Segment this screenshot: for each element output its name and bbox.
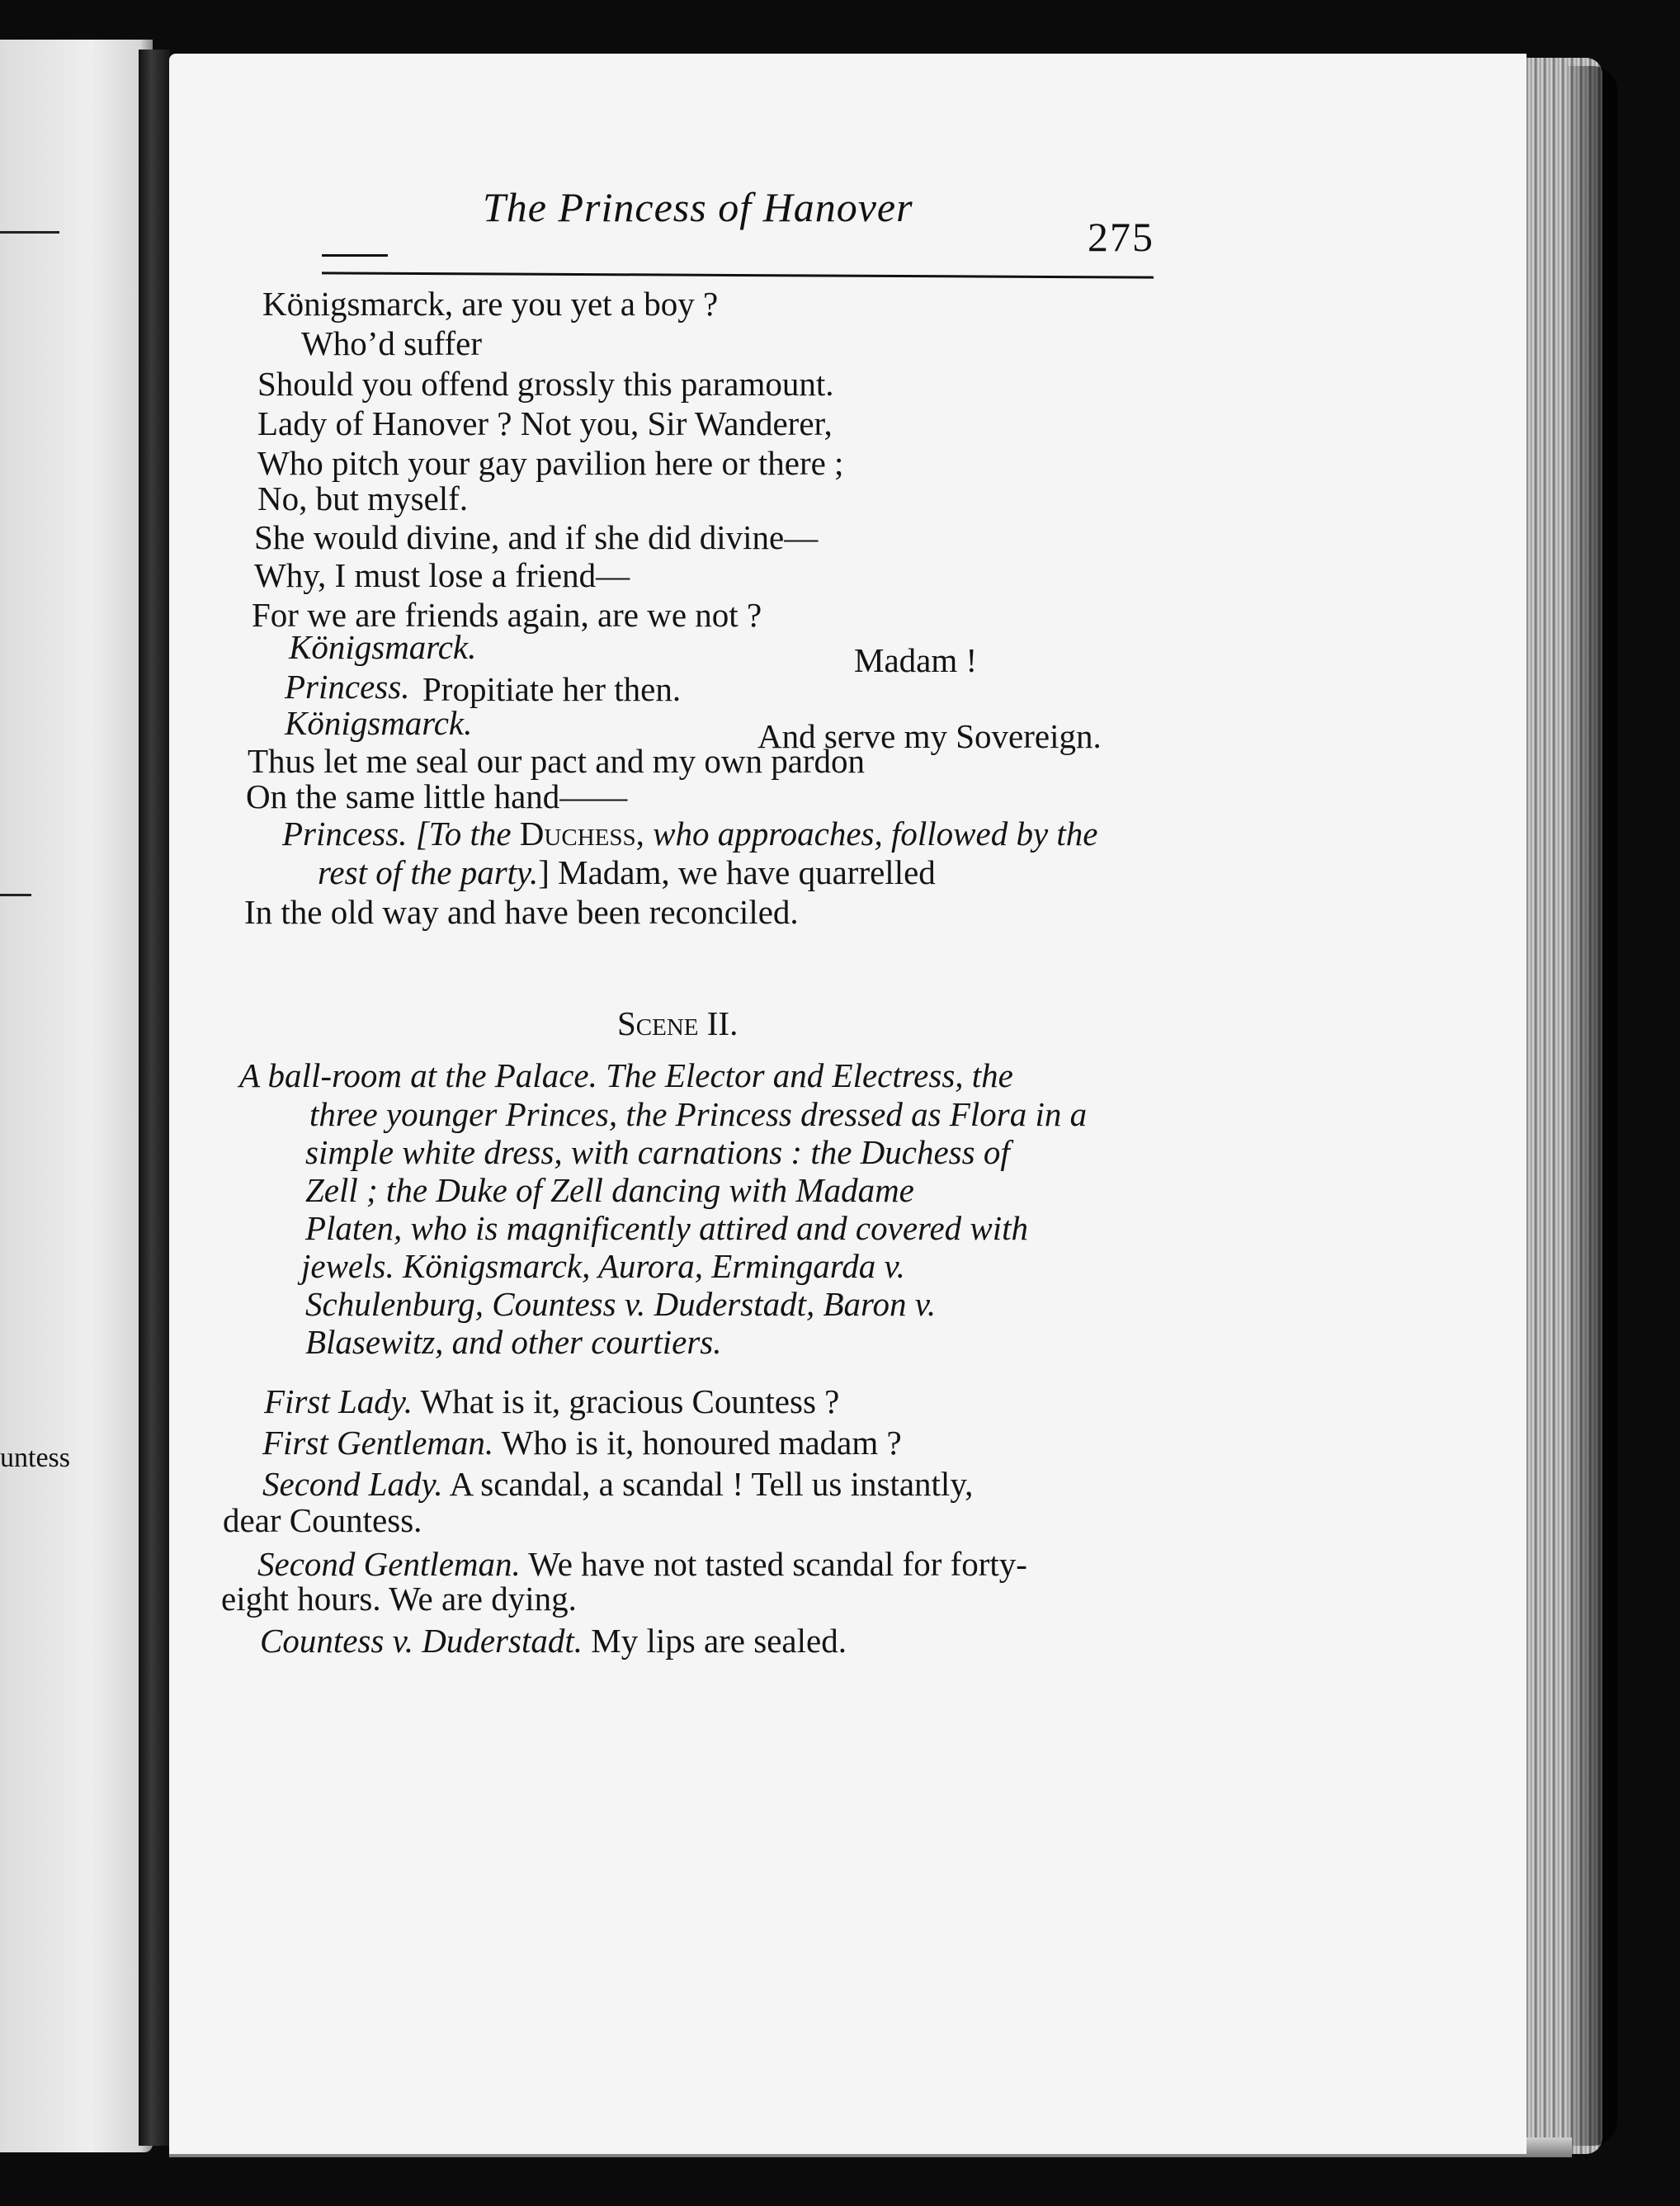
- speaker-name: Princess.: [285, 668, 410, 706]
- speaker-name: Königsmarck.: [289, 628, 477, 666]
- speaker-name: First Lady.: [264, 1382, 413, 1420]
- verse-line: Lady of Hanover ? Not you, Sir Wanderer,: [257, 404, 833, 442]
- dialogue-continuation: dear Countess.: [223, 1501, 422, 1539]
- stage-direction-line: [318, 853, 936, 891]
- speaker-name: First Gentleman.: [262, 1424, 494, 1462]
- scene-direction-line: Platen, who is magnificently attired and covered with: [305, 1209, 1029, 1247]
- left-page-fragment: untess: [0, 1443, 70, 1473]
- stage-direction: who approaches, followed by the: [653, 815, 1098, 853]
- speech-line: Madam !: [854, 641, 978, 679]
- stage-direction-line: [282, 817, 1098, 851]
- stage-direction: rest of the party.: [318, 853, 539, 891]
- scene-direction-line: jewels. Königsmarck, Aurora, Ermingarda v.: [301, 1247, 905, 1285]
- verse-line: For we are friends again, are we not ?: [252, 596, 762, 634]
- verse-line: Why, I must lose a friend—: [254, 556, 630, 594]
- speech-line: Madam, we have quarrelled: [558, 853, 936, 891]
- stage-direction: [To the: [415, 815, 512, 853]
- verse-line: Thus let me seal our pact and my own pardon: [248, 742, 866, 780]
- verse-line: No, but myself.: [257, 479, 469, 517]
- verse-line: Who’d suffer: [301, 324, 482, 362]
- scene-direction-line: Zell ; the Duke of Zell dancing with Madame: [305, 1171, 914, 1209]
- scene-direction-line: three younger Princes, the Princess dressed as Flora in a: [309, 1095, 1088, 1133]
- dialogue-line: [262, 1426, 902, 1460]
- speech-line: Who is it, honoured madam ?: [501, 1424, 902, 1462]
- page-edges-shadow: [1568, 66, 1617, 2146]
- speech-line: A scandal, a scandal ! Tell us instantly,: [449, 1465, 974, 1503]
- speaker-name: Princess.: [282, 815, 408, 853]
- left-page-rule: [0, 231, 59, 234]
- dialogue-line: [257, 1547, 1027, 1581]
- verse-line: Should you offend grossly this paramount.: [257, 365, 834, 403]
- character-name: Duchess,: [519, 815, 644, 853]
- speaker-name: Second Lady.: [262, 1465, 443, 1503]
- dialogue-line: [260, 1624, 847, 1658]
- bracket: ]: [538, 853, 550, 891]
- speech-line: Propitiate her then.: [422, 670, 682, 708]
- verse-line: Who pitch your gay pavilion here or there ;: [257, 444, 844, 482]
- scene-direction-line: A ball-room at the Palace. The Elector and Electress, the: [239, 1056, 1013, 1094]
- dialogue-line: [262, 1467, 973, 1501]
- speaker-name: Second Gentleman.: [257, 1545, 521, 1583]
- speech-line: And serve my Sovereign.: [757, 717, 1102, 755]
- book-gutter: [139, 50, 170, 2146]
- scene-direction-line: Schulenburg, Countess v. Duderstadt, Baron v.: [305, 1285, 937, 1323]
- dialogue-line: [264, 1382, 840, 1420]
- verse-line: She would divine, and if she did divine—: [254, 518, 819, 556]
- scene-heading: Scene II.: [617, 1004, 739, 1042]
- left-page-rule: [0, 894, 31, 896]
- speaker-name: Countess v. Duderstadt.: [260, 1622, 583, 1660]
- speech-line: We have not tasted scandal for forty-: [528, 1545, 1027, 1583]
- speech-line: My lips are sealed.: [591, 1622, 847, 1660]
- page-number: 275: [1088, 214, 1154, 260]
- scene-direction-line: Blasewitz, and other courtiers.: [305, 1323, 722, 1361]
- speaker-name: Königsmarck.: [285, 704, 473, 742]
- dialogue-continuation: eight hours. We are dying.: [221, 1580, 577, 1618]
- speech-line: What is it, gracious Countess ?: [420, 1382, 840, 1420]
- running-head: The Princess of Hanover: [483, 184, 913, 230]
- verse-line: In the old way and have been reconciled.: [244, 893, 799, 931]
- left-facing-page: [0, 40, 153, 2152]
- verse-line: On the same little hand——: [246, 777, 628, 815]
- header-rule-left: [322, 254, 388, 257]
- scene-direction-line: simple white dress, with carnations : the Duchess of: [305, 1133, 1010, 1171]
- verse-line: Königsmarck, are you yet a boy ?: [262, 285, 719, 323]
